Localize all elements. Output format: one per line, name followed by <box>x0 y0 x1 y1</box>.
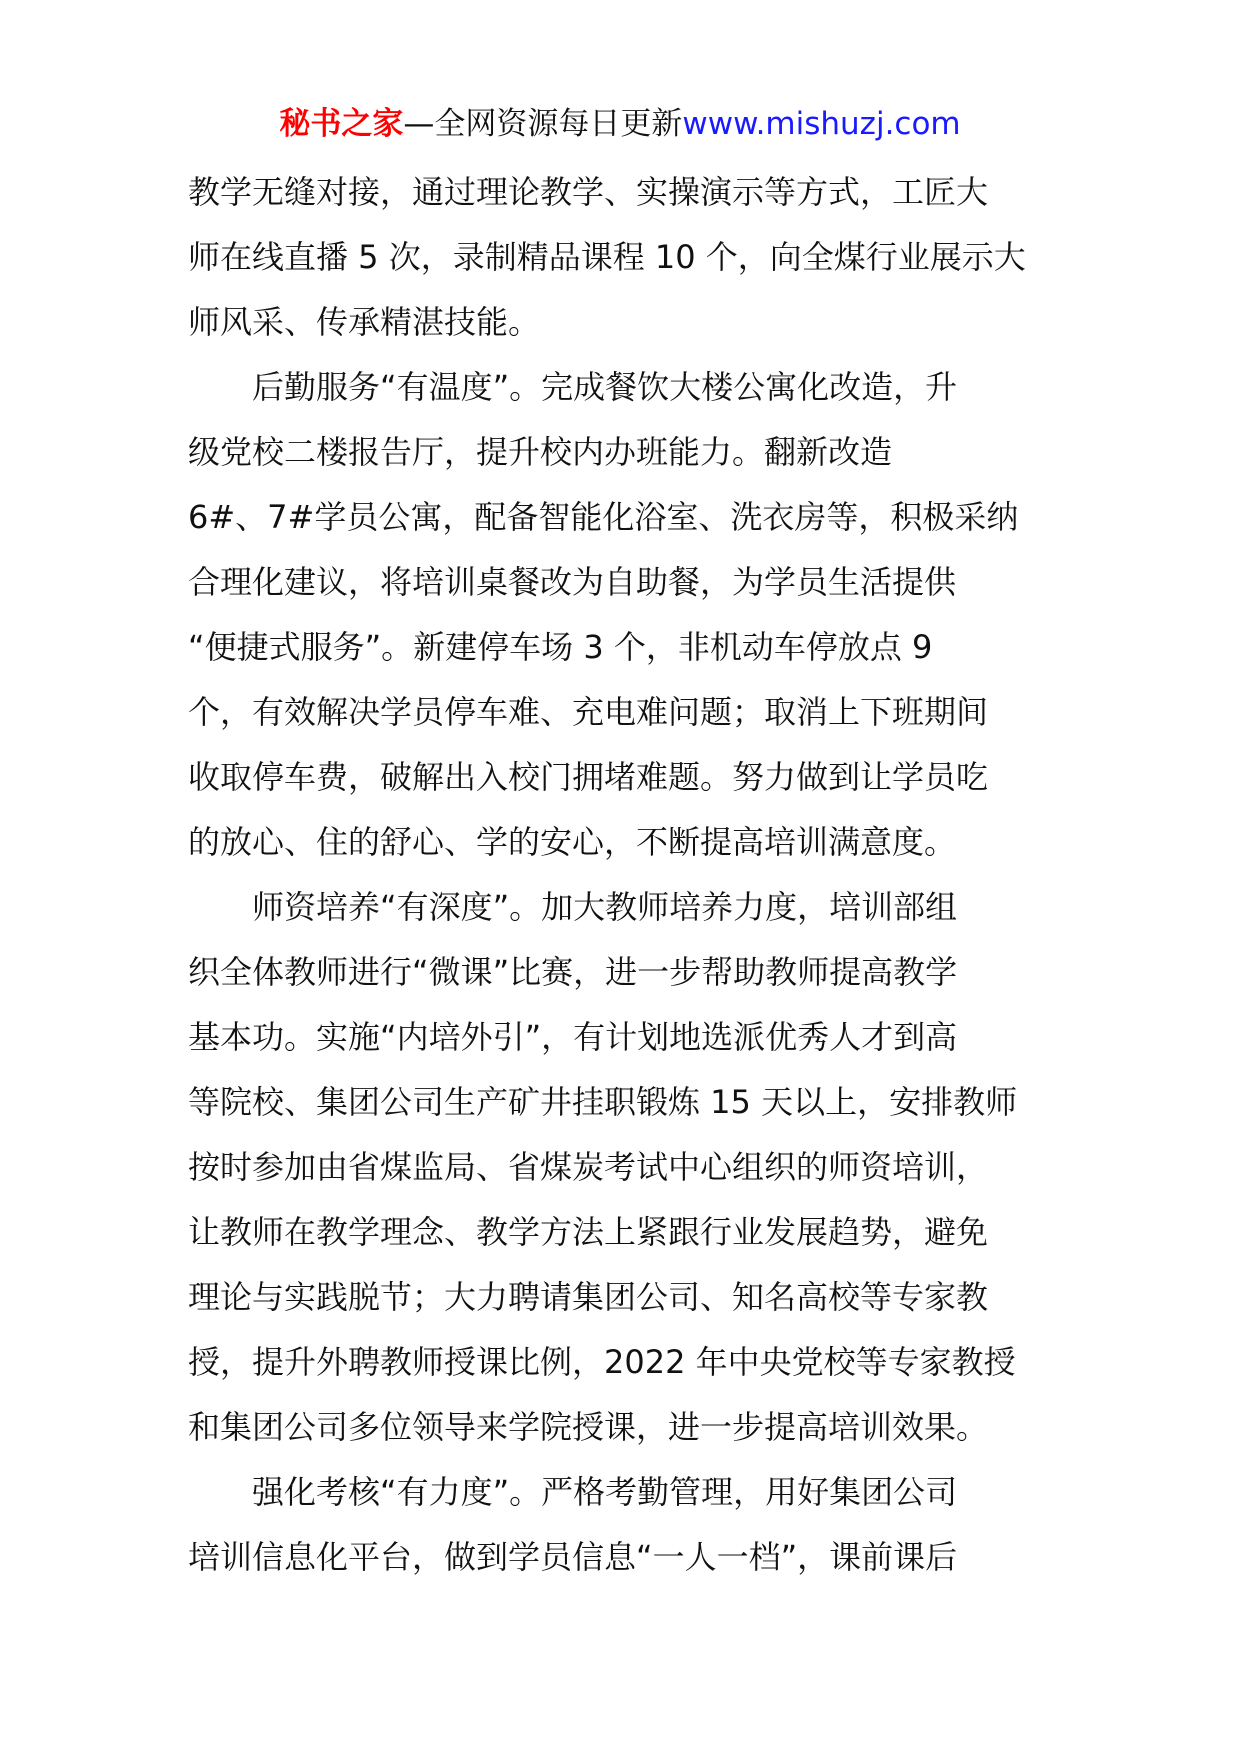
text-line: 师资培养“有深度”。加大教师培养力度，培训部组 <box>188 888 958 926</box>
text-line: 按时参加由省煤监局、省煤炭考试中心组织的师资培训， <box>188 1148 989 1186</box>
text-line: 级党校二楼报告厅，提升校内办班能力。翻新改造 <box>188 433 893 471</box>
text-line: 织全体教师进行“微课”比赛，进一步帮助教师提高教学 <box>188 953 958 991</box>
text-line: 个，有效解决学员停车难、充电难问题；取消上下班期间 <box>188 693 989 731</box>
text-line: 强化考核“有力度”。严格考勤管理，用好集团公司 <box>188 1473 958 1511</box>
text-line: 基本功。实施“内培外引”，有计划地选派优秀人才到高 <box>188 1018 958 1056</box>
document-body <box>188 160 1054 1590</box>
header-tagline: —全网资源每日更新 <box>403 106 683 142</box>
text-line: 师风采、传承精湛技能。 <box>188 303 541 341</box>
text-line: 等院校、集团公司生产矿井挂职锻炼 15 天以上，安排教师 <box>188 1083 1018 1121</box>
text-line: “便捷式服务”。新建停车场 3 个，非机动车停放点 9 <box>188 628 933 666</box>
text-line: 让教师在教学理念、教学方法上紧跟行业发展趋势，避免 <box>188 1213 989 1251</box>
text-line: 理论与实践脱节；大力聘请集团公司、知名高校等专家教 <box>188 1278 989 1316</box>
text-line: 的放心、住的舒心、学的安心，不断提高培训满意度。 <box>188 823 957 861</box>
text-line: 收取停车费，破解出入校门拥堵难题。努力做到让学员吃 <box>188 758 989 796</box>
text-line: 教学无缝对接，通过理论教学、实操演示等方式，工匠大 <box>188 173 989 211</box>
text-line: 后勤服务“有温度”。完成餐饮大楼公寓化改造，升 <box>188 368 958 406</box>
text-line: 师在线直播 5 次，录制精品课程 10 个，向全煤行业展示大 <box>188 238 1026 276</box>
text-line: 培训信息化平台，做到学员信息“一人一档”，课前课后 <box>188 1538 958 1576</box>
text-line: 和集团公司多位领导来学院授课，进一步提高培训效果。 <box>188 1408 989 1446</box>
text-line: 授，提升外聘教师授课比例，2022 年中央党校等专家教授 <box>188 1343 1016 1381</box>
site-link[interactable]: www.mishuzj.com <box>682 106 961 142</box>
watermark-header <box>0 100 1240 148</box>
brand-name: 秘书之家 <box>279 106 404 142</box>
text-line: 6#、7#学员公寓，配备智能化浴室、洗衣房等，积极采纳 <box>188 498 1019 536</box>
text-line: 合理化建议，将培训桌餐改为自助餐，为学员生活提供 <box>188 563 957 601</box>
